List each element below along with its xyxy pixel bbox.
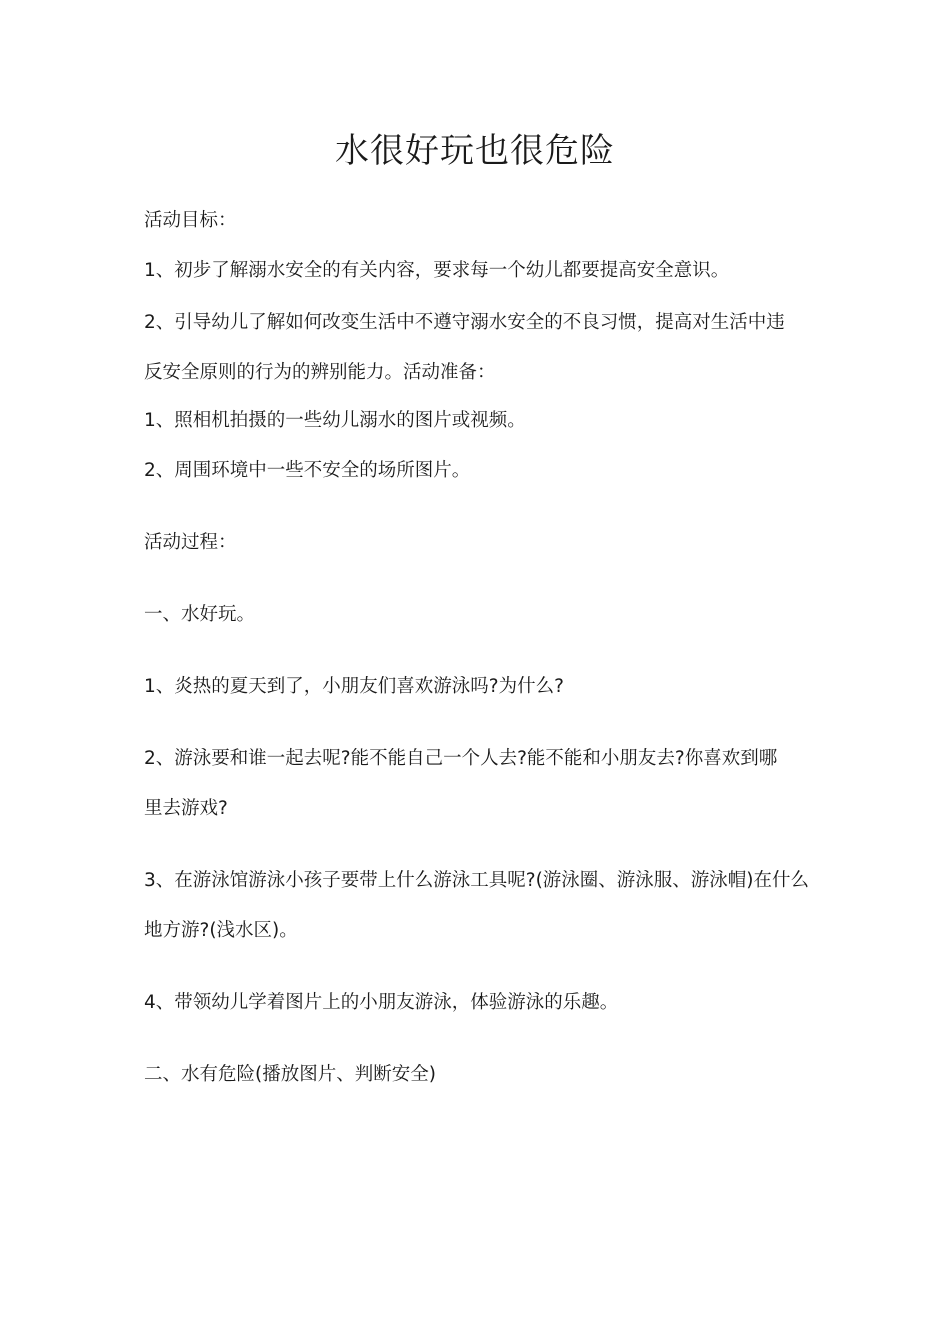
- document-title: 水很好玩也很危险: [335, 131, 615, 171]
- paragraph-line: 1、炎热的夏天到了，小朋友们喜欢游泳吗?为什么?: [144, 676, 564, 697]
- section-heading-goals: 活动目标：: [144, 210, 237, 231]
- section-heading-danger: 二、水有危险(播放图片、判断安全): [144, 1064, 436, 1085]
- paragraph-line: 反安全原则的行为的辨别能力。活动准备：: [144, 362, 496, 383]
- section-heading-process: 活动过程：: [144, 532, 237, 553]
- paragraph-line: 3、在游泳馆游泳小孩子要带上什么游泳工具呢?(游泳圈、游泳服、游泳帽)在什么: [144, 870, 810, 891]
- paragraph-line: 地方游?(浅水区)。: [144, 920, 298, 941]
- paragraph-line: 2、引导幼儿了解如何改变生活中不遵守溺水安全的不良习惯，提高对生活中违: [144, 312, 785, 333]
- paragraph-line: 1、照相机拍摄的一些幼儿溺水的图片或视频。: [144, 410, 526, 431]
- paragraph-line: 里去游戏?: [144, 798, 228, 819]
- paragraph-line: 2、周围环境中一些不安全的场所图片。: [144, 460, 471, 481]
- paragraph-line: 1、初步了解溺水安全的有关内容，要求每一个幼儿都要提高安全意识。: [144, 260, 730, 281]
- paragraph-line: 2、游泳要和谁一起去呢?能不能自己一个人去?能不能和小朋友去?你喜欢到哪: [144, 748, 778, 769]
- paragraph-line: 4、带领幼儿学着图片上的小朋友游泳，体验游泳的乐趣。: [144, 992, 619, 1013]
- section-heading-fun: 一、水好玩。: [144, 604, 256, 625]
